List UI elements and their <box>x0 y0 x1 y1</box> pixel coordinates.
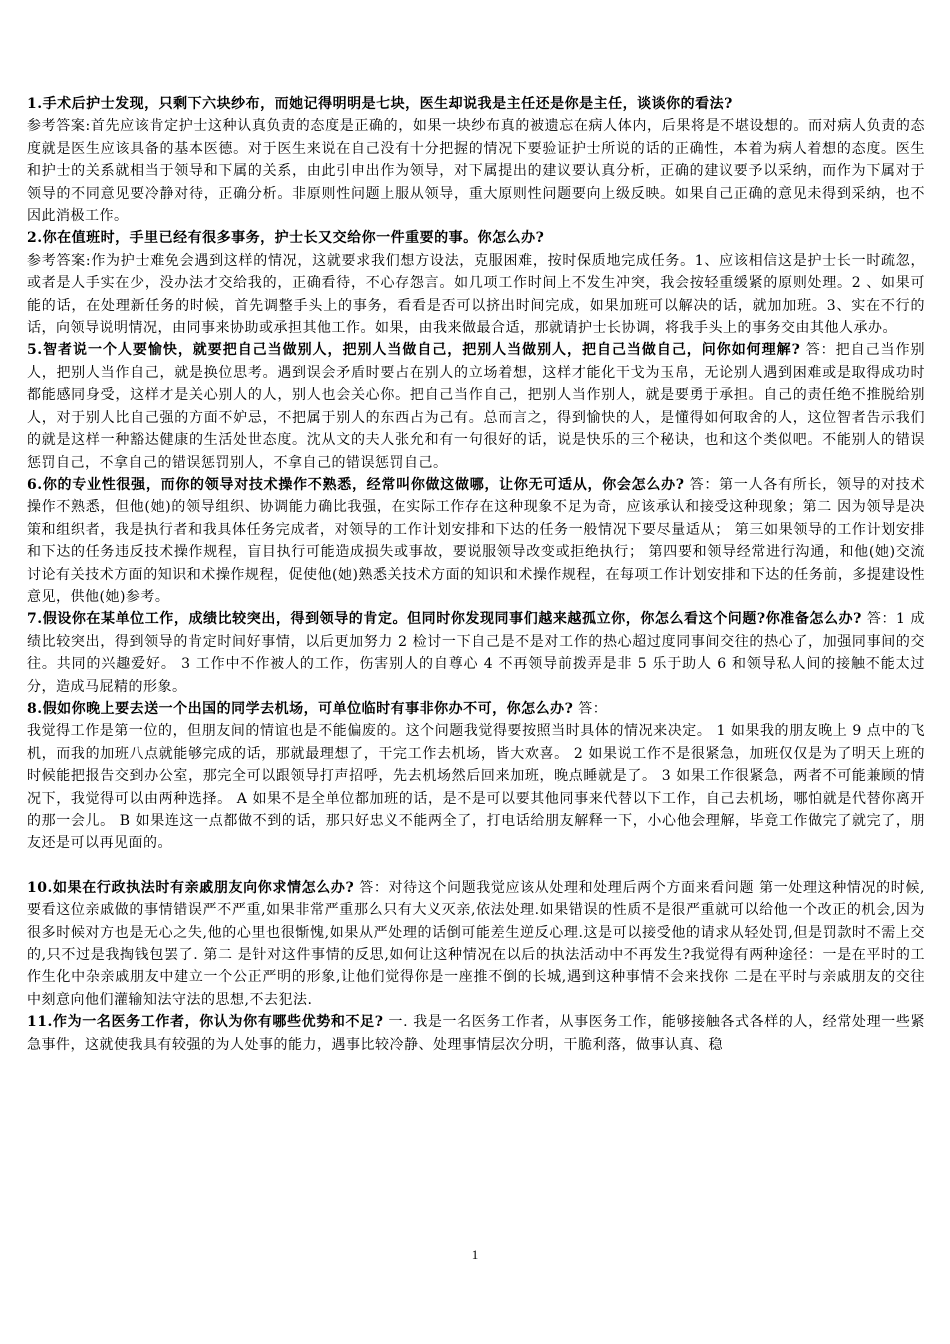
qa-item-7 <box>27 608 925 698</box>
answer-7: 答：1 成绩比较突出，得到领导的肯定时间好事情，以后更加努力 2 检讨一下自己是不是对工作的热心超过度同事间交往的热心了，加强同事间的交往。共同的兴趣爱好。 3 工作中不作被人的工作，伤害别人的自尊心 4 不再领导前拨弄是非 5 乐于助人 6 和领导私人间的接触不能太过分，造成马屁精的形象。 <box>27 611 925 695</box>
question-8: 8.假如你晚上要去送一个出国的同学去机场，可单位临时有事非你办不可，你怎么办? <box>27 700 574 717</box>
answer-11: 一. 我是一名医务工作者，从事医务工作，能够接触各式各样的人，经常处理一些紧急事件，这就使我具有较强的为人处事的能力，遇事比较冷静、处理事情层次分明，干脆利落，做事认真、稳 <box>27 1014 925 1053</box>
answer-2: 参考答案:作为护士难免会遇到这样的情况，这就要求我们想方设法，克服困难，按时保质地完成任务。1、应该相信这是护士长一时疏忽，或者是人手实在少，没办法才交给我的，正确看待，不心存怨言。如几项工作时间上不发生冲突，我会按轻重缓紧的原则处理。2 、如果可能的话，在处理新任务的时候，首先调整手头上的事务，看看是否可以挤出时间完成，如果加班可以解决的话，就加加班。3、实在不行的话，向领导说明情况，由同事来协助或承担其他工作。如果，由我来做最合适，那就请护士长协调，将我手头上的事务交由其他人承办。 <box>27 252 925 337</box>
answer-6: 答：第一人各有所长，领导的对技术操作不熟悉，但他(她)的领导组织、协调能力确比我强，在实际工作存在这种现象不足为奇，应该承认和接受这种现象；第二 因为领导是决策和组织者，我是执行者和我具体任务完成者，对领导的工作计划安排和下达的任务一般情况下要尽量适从； 第三如果领导的工作计划安排和下达的任务违反技术操作规程，盲目执行可能造成损失或事故，要说服领导改变或拒绝执行； 第四要和领导经常进行沟通，和他(她)交流讨论有关技术方面的知识和术操作规程，促使他(她)熟悉关技术方面的知识和术操作规程，在每项工作计划安排和下达的任务前，多提建设性意见，供他(她)参考。 <box>27 476 925 605</box>
answer-10: 答：对待这个问题我觉应该从处理和处理后两个方面来看问题 第一处理这种情况的时候,要看这位亲戚做的事情错误严不严重,如果非常严重那么只有大义灭亲,依法处理.如果错误的性质不是很严重就可以给他一个改正的机会,因为很多时候对方也是无心之失,他的心里也很惭愧,如果从严处理的话倒可能差生逆反心理.这是可以接受他的请求从轻处罚,但是罚款时不需上交的,只不过是我掏钱包罢了. 第二 是针对这件事情的反思,如何让这种情况在以后的执法活动中不再发生?我觉得有两种途径：一是在平时的工作生化中杂亲戚朋友中建立一个公正严明的形象,让他们觉得你是一座推不倒的长城,遇到这种事情不会来找你 二是在平时与亲戚朋友的交往中刻意向他们灌输知法守法的思想,不去犯法. <box>27 879 925 1008</box>
question-5: 5.智者说一个人要愉快，就要把自己当做别人，把别人当做自己，把别人当做别人，把自己当做自己，问你如何理解? <box>27 342 801 359</box>
answer-8: 我觉得工作是第一位的，但朋友间的情谊也是不能偏废的。这个问题我觉得要按照当时具体的情况来决定。 1 如果我的朋友晚上 9 点中的飞机，而我的加班八点就能够完成的话，那就最理想了，干完工作去机场，皆大欢喜。 2 如果说工作不是很紧急，加班仅仅是为了明天上班的时候能把报告交到办公室，那完全可以跟领导打声招呼，先去机场然后回来加班，晚点睡就是了。 3 如果工作很紧急，两者不可能兼顾的情况下，我觉得可以由两种选择。 A 如果不是全单位都加班的话，是不是可以要其他同事来代替以下工作，自己去机场，哪怕就是代替你离开的那一会儿。 B 如果连这一点都做不到的话，那只好忠义不能两全了，打电话给朋友解释一下，小心他会理解，毕竟工作做完了就完了，朋友还是可以再见面的。 <box>27 723 925 852</box>
answer-1: 参考答案:首先应该肯定护士这种认真负责的态度是正确的，如果一块纱布真的被遗忘在病人体内，后果将是不堪设想的。而对病人负责的态度就是医生应该具备的基本医德。对于医生来说在自己没有十分把握的情况下要验证护士所说的话的正确性，本着为病人着想的态度。医生和护士的关系就相当于领导和下属的关系，由此引申出作为领导，对下属提出的建议要认真分析，正确的建议要予以采纳，而作为下属对于领导的不同意见要冷静对待，正确分析。非原则性问题上服从领导，重大原则性问题要向上级反映。如果自己正确的意见未得到采纳，也不因此消极工作。 <box>27 118 925 225</box>
question-2: 2.你在值班时，手里已经有很多事务，护士长又交给你一件重要的事。你怎么办? <box>27 230 545 247</box>
question-10: 10.如果在行政执法时有亲戚朋友向你求情怎么办? <box>27 879 355 896</box>
answer-5: 答：把自己当作别人，把别人当作自己，就是换位思考。遇到误会矛盾时要占在别人的立场着想，这样才能化干戈为玉帛，无论别人遇到困难或是取得成功时都能感同身受，这样才是关心别人的人，别人也会关心你。把自己当作自己，把别人当作别人，就是要勇于承担。自己的责任绝不推脱给别人，对于别人比自己强的方面不妒忌，不把属于别人的东西占为己有。总而言之，得到愉快的人，是懂得如何取舍的人，这位智者告示我们的就是这样一种豁达健康的生活处世态度。沈从文的夫人张允和有一句很好的话，说是快乐的三个秘诀，也和这个类似吧。不能别人的错误惩罚自己，不拿自己的错误惩罚别人，不拿自己的错误惩罚自己。 <box>27 342 925 471</box>
blank-line <box>27 855 925 877</box>
page-number: 1 <box>471 1247 479 1262</box>
question-6: 6.你的专业性很强，而你的领导对技术操作不熟悉，经常叫你做这做哪，让你无可适从，你会怎么办? <box>27 476 685 493</box>
answer-8-label: 答： <box>573 700 608 717</box>
document-body <box>27 93 925 1056</box>
qa-item-6 <box>27 474 925 608</box>
qa-item-2 <box>27 227 925 339</box>
question-11: 11.作为一名医务工作者，你认为你有哪些优势和不足? <box>27 1014 384 1031</box>
qa-item-1 <box>27 93 925 227</box>
question-1: 1.手术后护士发现，只剩下六块纱布，而她记得明明是七块，医生却说我是主任还是你是主任，谈谈你的看法? <box>27 96 733 112</box>
qa-item-8 <box>27 698 925 855</box>
question-7: 7.假设你在某单位工作，成绩比较突出，得到领导的肯定。但同时你发现同事们越来越孤立你，你怎么看这个问题?你准备怎么办? <box>27 611 862 628</box>
qa-item-11 <box>27 1011 925 1056</box>
qa-item-5 <box>27 339 925 473</box>
qa-item-10 <box>27 877 925 1011</box>
